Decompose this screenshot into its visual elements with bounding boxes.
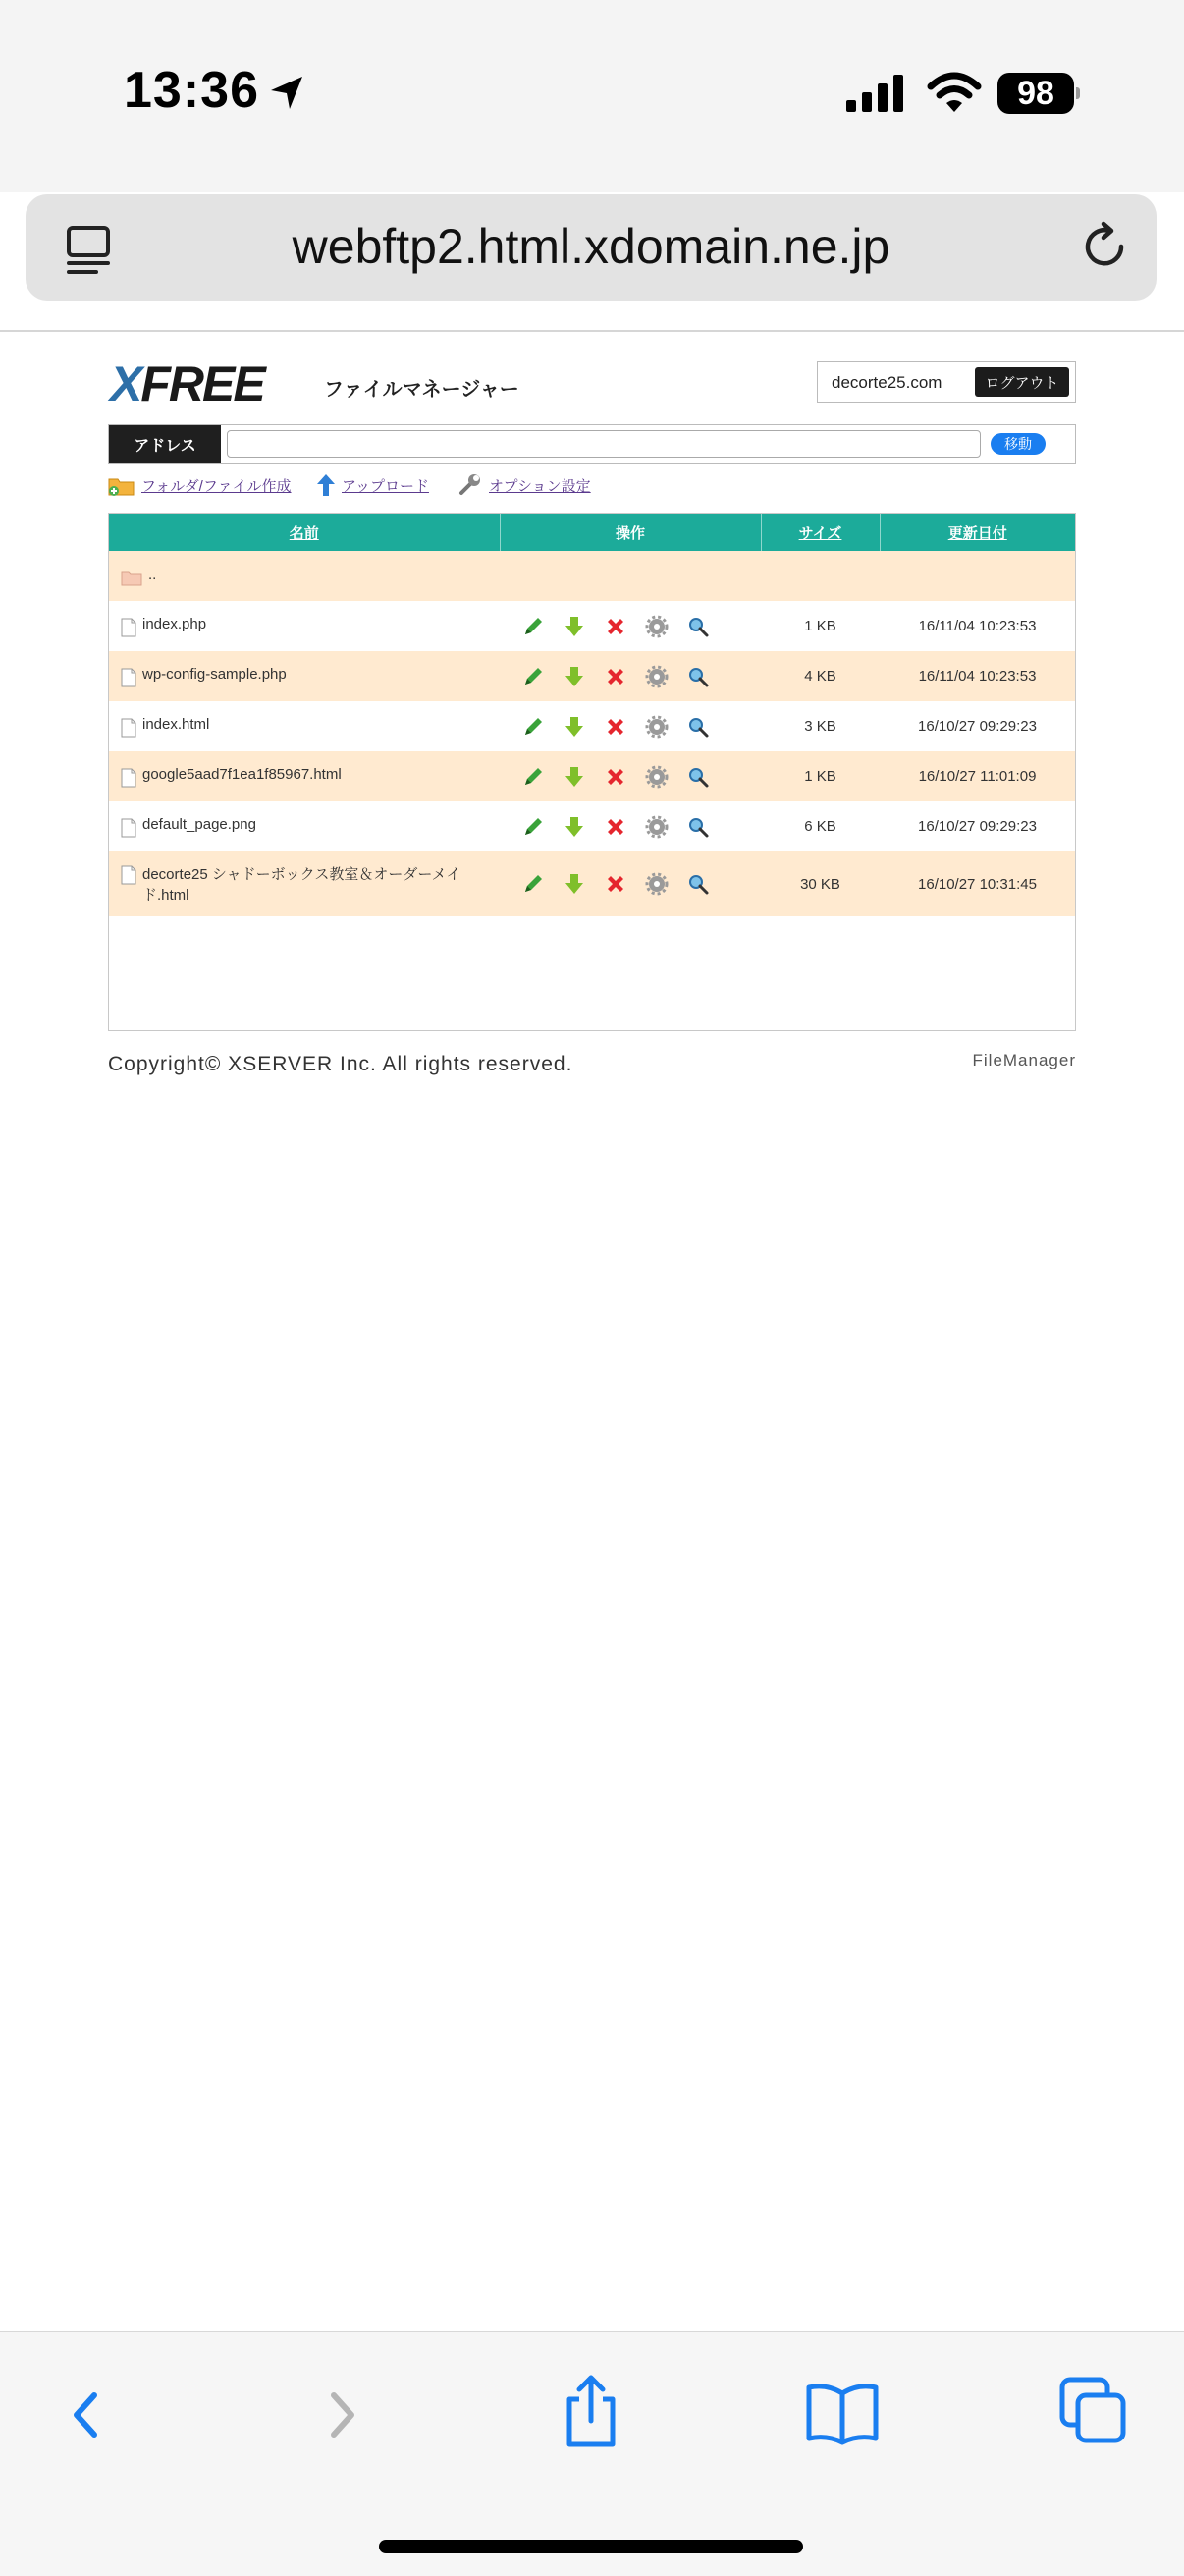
file-ops-cell xyxy=(500,651,761,701)
create-folder-file-link[interactable] xyxy=(108,473,292,497)
column-header-name[interactable]: 名前 xyxy=(109,514,500,551)
table-header-row xyxy=(109,514,1075,551)
file-name-cell xyxy=(109,801,500,851)
settings-gear-icon[interactable] xyxy=(636,715,677,739)
new-folder-icon xyxy=(108,473,135,497)
view-magnifier-icon[interactable] xyxy=(677,815,719,839)
location-arrow-icon xyxy=(267,73,306,112)
settings-gear-icon[interactable] xyxy=(636,815,677,839)
address-bar xyxy=(108,424,1076,464)
file-ops-cell xyxy=(500,601,761,651)
logout-button[interactable]: ログアウト xyxy=(975,367,1069,397)
delete-x-icon[interactable] xyxy=(595,715,636,739)
download-arrow-icon[interactable] xyxy=(554,815,595,839)
account-box xyxy=(817,361,1076,403)
file-ops-cell xyxy=(500,751,761,801)
logo-x: X xyxy=(110,356,141,411)
file-icon xyxy=(121,818,136,838)
app-title: ファイルマネージャー xyxy=(324,379,519,401)
create-folder-file-label: フォルダ/ファイル作成 xyxy=(141,477,292,495)
bookmarks-icon[interactable] xyxy=(803,2382,882,2446)
table-row xyxy=(109,751,1075,801)
battery-cap xyxy=(1076,87,1080,99)
download-arrow-icon[interactable] xyxy=(554,665,595,688)
table-row xyxy=(109,801,1075,851)
filemanager-label: FileManager xyxy=(972,1051,1076,1069)
move-button[interactable]: 移動 xyxy=(991,433,1046,455)
file-name-cell xyxy=(109,851,500,916)
upload-link[interactable] xyxy=(316,473,429,497)
view-magnifier-icon[interactable] xyxy=(677,765,719,789)
home-indicator xyxy=(379,2540,803,2553)
settings-gear-icon[interactable] xyxy=(636,615,677,638)
parent-directory-label[interactable]: .. xyxy=(148,566,157,583)
settings-gear-icon[interactable] xyxy=(636,665,677,688)
table-row xyxy=(109,851,1075,916)
file-name[interactable]: google5aad7f1ea1f85967.html xyxy=(142,765,342,783)
edit-pencil-icon[interactable] xyxy=(512,665,554,688)
edit-pencil-icon[interactable] xyxy=(512,715,554,739)
forward-icon[interactable] xyxy=(316,2380,367,2450)
file-name-cell xyxy=(109,751,500,801)
file-ops-cell xyxy=(500,851,761,916)
logo-free: FREE xyxy=(140,356,264,411)
file-table-frame xyxy=(108,513,1076,1031)
file-date: 16/10/27 10:31:45 xyxy=(880,851,1075,916)
download-arrow-icon[interactable] xyxy=(554,872,595,896)
file-date: 16/11/04 10:23:53 xyxy=(880,651,1075,701)
delete-x-icon[interactable] xyxy=(595,615,636,638)
file-name[interactable]: decorte25 シャドーボックス教室＆オーダーメイド.html xyxy=(142,866,461,904)
file-date: 16/11/04 10:23:53 xyxy=(918,618,1037,634)
file-name-cell xyxy=(109,601,500,651)
option-settings-label: オプション設定 xyxy=(489,477,591,495)
delete-x-icon[interactable] xyxy=(595,872,636,896)
column-header-size[interactable]: サイズ xyxy=(761,514,880,551)
upload-arrow-icon xyxy=(316,473,336,497)
battery-indicator: 98 xyxy=(997,73,1074,114)
wrench-icon xyxy=(457,473,483,497)
browser-divider xyxy=(0,330,1184,332)
clock: 13:36 xyxy=(124,62,259,119)
address-input[interactable] xyxy=(227,430,981,458)
table-row xyxy=(109,601,1075,651)
back-icon[interactable] xyxy=(61,2380,112,2450)
file-ops-cell xyxy=(500,701,761,751)
edit-pencil-icon[interactable] xyxy=(512,615,554,638)
status-bar xyxy=(0,0,1184,274)
upload-label: アップロード xyxy=(342,477,429,495)
file-icon xyxy=(121,718,136,738)
account-name: decorte25.com xyxy=(832,373,942,392)
file-name[interactable]: default_page.png xyxy=(142,815,256,833)
delete-x-icon[interactable] xyxy=(595,815,636,839)
file-icon xyxy=(121,768,136,788)
share-icon[interactable] xyxy=(556,2372,626,2450)
address-label: アドレス xyxy=(109,425,221,463)
column-header-date[interactable]: 更新日付 xyxy=(880,514,1075,551)
parent-directory-row[interactable] xyxy=(109,551,1075,601)
delete-x-icon[interactable] xyxy=(595,665,636,688)
file-icon xyxy=(121,618,136,637)
download-arrow-icon[interactable] xyxy=(554,615,595,638)
url-text[interactable]: webftp2.html.xdomain.ne.jp xyxy=(292,219,890,274)
file-size: 3 KB xyxy=(804,718,836,735)
tabs-icon[interactable] xyxy=(1056,2374,1131,2448)
view-magnifier-icon[interactable] xyxy=(677,715,719,739)
url-bar[interactable] xyxy=(26,194,1157,301)
table-row xyxy=(109,651,1075,701)
settings-gear-icon[interactable] xyxy=(636,765,677,789)
download-arrow-icon[interactable] xyxy=(554,765,595,789)
edit-pencil-icon[interactable] xyxy=(512,872,554,896)
edit-pencil-icon[interactable] xyxy=(512,815,554,839)
download-arrow-icon[interactable] xyxy=(554,715,595,739)
table-row xyxy=(109,701,1075,751)
file-size: 4 KB xyxy=(761,651,880,701)
file-name-cell xyxy=(109,701,500,751)
file-name[interactable]: wp-config-sample.php xyxy=(142,665,287,683)
file-size: 1 KB xyxy=(761,751,880,801)
view-magnifier-icon[interactable] xyxy=(677,872,719,896)
file-size: 6 KB xyxy=(804,818,836,835)
file-name[interactable]: index.php xyxy=(142,615,207,632)
delete-x-icon[interactable] xyxy=(595,765,636,789)
file-name-cell xyxy=(109,651,500,701)
xfree-logo xyxy=(110,356,264,412)
copyright: Copyright© XSERVER Inc. All rights reserved. xyxy=(108,1053,573,1075)
reload-icon[interactable] xyxy=(1076,218,1133,275)
parent-folder-icon xyxy=(121,569,142,586)
file-ops-cell xyxy=(500,801,761,851)
cellular-signal-icon xyxy=(846,75,909,112)
file-name[interactable]: index.html xyxy=(142,715,210,733)
column-header-ops: 操作 xyxy=(500,514,761,551)
option-settings-link[interactable] xyxy=(457,473,591,497)
file-size: 30 KB xyxy=(761,851,880,916)
settings-gear-icon[interactable] xyxy=(636,872,677,896)
file-date: 16/10/27 09:29:23 xyxy=(918,718,1037,735)
file-table xyxy=(109,514,1075,916)
file-icon xyxy=(121,865,136,885)
wifi-icon xyxy=(927,71,982,114)
view-magnifier-icon[interactable] xyxy=(677,615,719,638)
file-date: 16/10/27 11:01:09 xyxy=(880,751,1075,801)
file-date: 16/10/27 09:29:23 xyxy=(918,818,1037,835)
file-icon xyxy=(121,668,136,687)
view-magnifier-icon[interactable] xyxy=(677,665,719,688)
file-size: 1 KB xyxy=(804,618,836,634)
edit-pencil-icon[interactable] xyxy=(512,765,554,789)
